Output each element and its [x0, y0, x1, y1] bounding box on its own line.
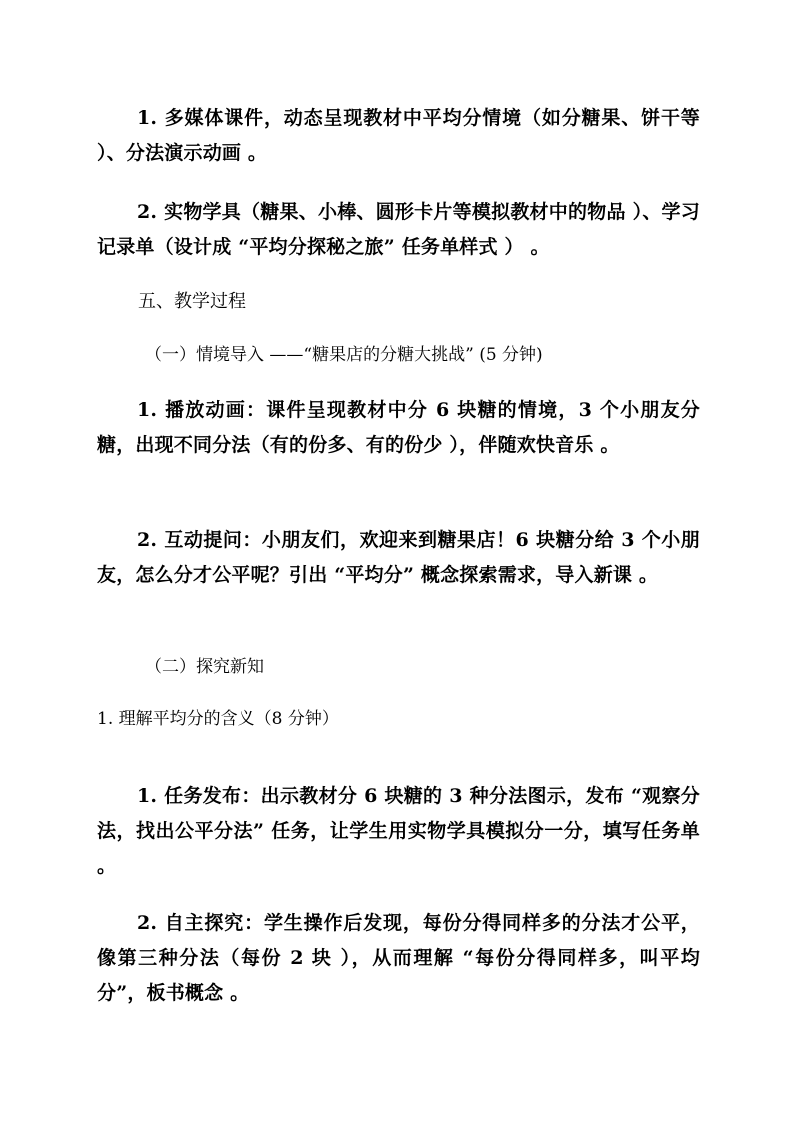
subsection-title: 1. 理解平均分的含义（8 分钟） [97, 709, 339, 729]
part-one-item-1: 1. 播放动画：课件呈现教材中分 6 块糖的情境，3 个小朋友分糖，出现不同分法（有的份多、有的份少 ），伴随欢快音乐 。 [97, 399, 700, 456]
part-two-title: （二）探究新知 [145, 657, 264, 677]
materials-item-2: 2. 实物学具（糖果、小棒、圆形卡片等模拟教材中的物品 ）、学习记录单（设计成 “平均分探秘之旅” 任务单样式 ） 。 [97, 201, 700, 258]
part-one-title: （一）情境导入 ——“糖果店的分糖大挑战” (5 分钟) [145, 345, 543, 365]
part-two-item-1: 1. 任务发布：出示教材分 6 块糖的 3 种分法图示，发布 “观察分法，找出公平分法” 任务，让学生用实物学具模拟分一分，填写任务单 。 [97, 785, 700, 877]
part-one-item-2: 2. 互动提问：小朋友们，欢迎来到糖果店！6 块糖分给 3 个小朋友，怎么分才公平呢？引出 “平均分” 概念探索需求，导入新课 。 [97, 529, 700, 586]
materials-item-1: 1. 多媒体课件，动态呈现教材中平均分情境（如分糖果、饼干等 ）、分法演示动画 。 [97, 107, 700, 164]
section-five-title: 五、教学过程 [138, 291, 246, 312]
part-two-item-2: 2. 自主探究：学生操作后发现，每份分得同样多的分法才公平，像第三种分法（每份 2 块 ），从而理解 “每份分得同样多，叫平均分”，板书概念 。 [97, 912, 700, 1004]
